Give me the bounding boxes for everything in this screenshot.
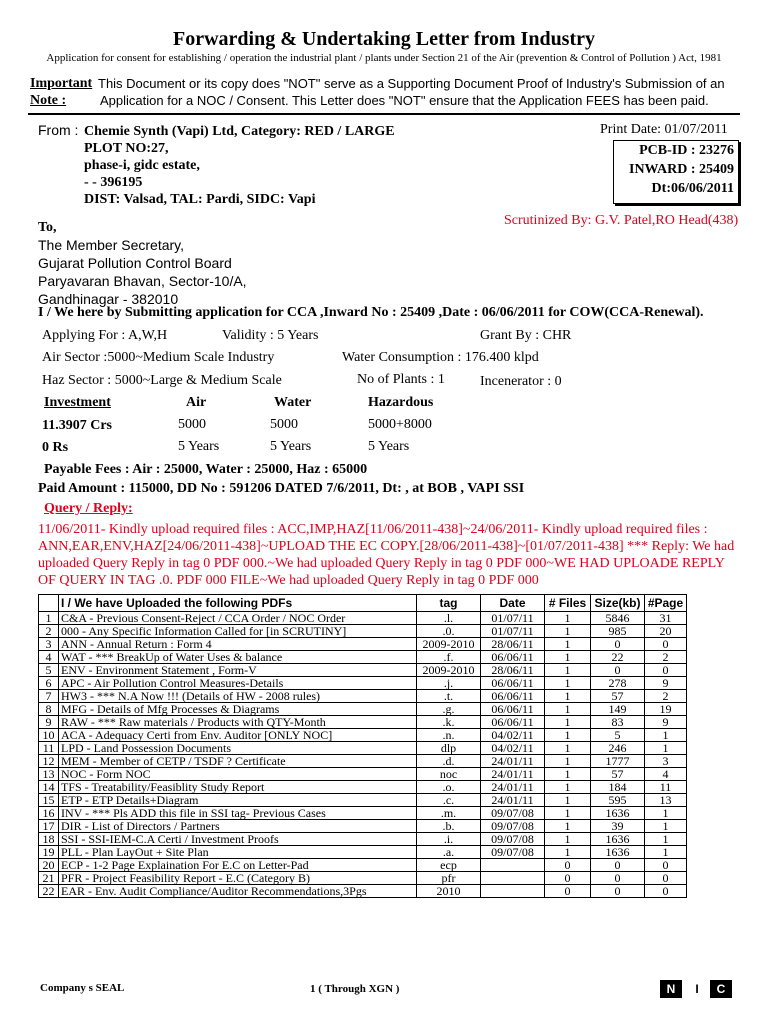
col-header-index: [39, 595, 59, 612]
row-tag: 2010: [417, 885, 481, 898]
table-row: [39, 716, 687, 729]
row-index: 19: [39, 846, 59, 859]
row-tag: .g.: [417, 703, 481, 716]
row-index: 20: [39, 859, 59, 872]
col-header-files: # Files: [545, 595, 591, 612]
row-files: 1: [545, 820, 591, 833]
row-date: 09/07/08: [481, 807, 545, 820]
table-row: [39, 807, 687, 820]
row-tag: .i.: [417, 833, 481, 846]
important-text-line2: Application for a NOC / Consent. This Letter does "NOT" ensure that the Application FEES has been paid.: [100, 93, 709, 108]
row-tag: .k.: [417, 716, 481, 729]
table-row: [39, 781, 687, 794]
table-row: [39, 703, 687, 716]
row-files: 1: [545, 703, 591, 716]
row-document: APC - Air Pollution Control Measures-Details: [59, 677, 417, 690]
row-size: 5846: [591, 612, 645, 625]
row-pages: 2: [645, 651, 687, 664]
row-files: 0: [545, 859, 591, 872]
row-document: C&A - Previous Consent-Reject / CCA Order / NOC Order: [59, 612, 417, 625]
row-pages: 1: [645, 846, 687, 859]
row-files: 1: [545, 833, 591, 846]
row-index: 18: [39, 833, 59, 846]
row-pages: 9: [645, 716, 687, 729]
applying-for: Applying For : A,W,H: [42, 328, 168, 343]
row-index: 13: [39, 768, 59, 781]
row-pages: 1: [645, 742, 687, 755]
row-pages: 1: [645, 833, 687, 846]
row-document: LPD - Land Possession Documents: [59, 742, 417, 755]
hazardous-value: 5000+8000: [368, 417, 432, 432]
row-tag: .j.: [417, 677, 481, 690]
row-files: 1: [545, 651, 591, 664]
row-tag: .m.: [417, 807, 481, 820]
row-files: 1: [545, 794, 591, 807]
row-date: 04/02/11: [481, 742, 545, 755]
row-date: 06/06/11: [481, 651, 545, 664]
hazardous-years: 5 Years: [368, 439, 410, 454]
air-years: 5 Years: [178, 439, 220, 454]
col-header-tag: tag: [417, 595, 481, 612]
row-pages: 0: [645, 664, 687, 677]
inward-number: INWARD : 25409: [629, 162, 734, 177]
row-document: WAT - *** BreakUp of Water Uses & balance: [59, 651, 417, 664]
table-row: [39, 859, 687, 872]
row-date: 09/07/08: [481, 820, 545, 833]
table-row: [39, 794, 687, 807]
row-size: 246: [591, 742, 645, 755]
col-header-date: Date: [481, 595, 545, 612]
row-files: 0: [545, 885, 591, 898]
row-pages: 4: [645, 768, 687, 781]
query-reply-text: 11/06/2011- Kindly upload required files : ACC,IMP,HAZ[11/06/2011-438]~24/06/2011- Kindly upload required files : ANN,EAR,ENV,HAZ[24/06/2011-438]~UPLOAD THE EC COPY.[28/06/2011-438]~[01/07/2011-438] *** Reply: We had uploaded Query Reply in tag 0 PDF 000.~We had uploaded Query Reply in tag 0 PDF 000~WE HAD UPLOADE REPLY OF QUERY IN TAG .0. PDF 000 FILE~We had uploaded Query Reply in tag 0 PDF 000: [38, 522, 735, 588]
table-row: [39, 729, 687, 742]
table-row: [39, 846, 687, 859]
row-pages: 1: [645, 820, 687, 833]
row-files: 1: [545, 742, 591, 755]
row-document: ECP - 1-2 Page Explaination For E.C on Letter-Pad: [59, 859, 417, 872]
row-files: 1: [545, 690, 591, 703]
row-document: EAR - Env. Audit Compliance/Auditor Recommendations,3Pgs: [59, 885, 417, 898]
row-size: 184: [591, 781, 645, 794]
row-size: 0: [591, 638, 645, 651]
print-date: Print Date: 01/07/2011: [600, 122, 728, 137]
table-row: [39, 885, 687, 898]
row-size: 0: [591, 859, 645, 872]
nic-logo-c: C: [710, 980, 732, 998]
row-files: 1: [545, 807, 591, 820]
row-index: 6: [39, 677, 59, 690]
row-pages: 31: [645, 612, 687, 625]
row-date: 06/06/11: [481, 677, 545, 690]
air-value: 5000: [178, 417, 206, 432]
row-size: 1777: [591, 755, 645, 768]
row-tag: .0.: [417, 625, 481, 638]
row-document: PFR - Project Feasibility Report - E.C (Category B): [59, 872, 417, 885]
row-date: 06/06/11: [481, 703, 545, 716]
row-document: DIR - List of Directors / Partners: [59, 820, 417, 833]
row-document: ANN - Annual Return : Form 4: [59, 638, 417, 651]
table-header-row: [39, 595, 687, 612]
air-header: Air: [186, 395, 207, 410]
row-size: 595: [591, 794, 645, 807]
row-index: 9: [39, 716, 59, 729]
table-row: [39, 625, 687, 638]
row-index: 4: [39, 651, 59, 664]
row-date: 06/06/11: [481, 716, 545, 729]
from-address: [84, 123, 395, 208]
row-date: 09/07/08: [481, 846, 545, 859]
row-date: 24/01/11: [481, 768, 545, 781]
row-size: 22: [591, 651, 645, 664]
row-index: 14: [39, 781, 59, 794]
row-index: 1: [39, 612, 59, 625]
table-row: [39, 664, 687, 677]
row-date: 24/01/11: [481, 755, 545, 768]
row-files: 1: [545, 716, 591, 729]
to-line2: Gujarat Pollution Control Board: [38, 255, 232, 271]
col-header-pages: #Page: [645, 595, 687, 612]
haz-sector: Haz Sector : 5000~Large & Medium Scale: [42, 373, 282, 388]
table-row: [39, 755, 687, 768]
pcb-id-box: [613, 140, 739, 204]
from-line4: - - 396195: [84, 175, 143, 190]
incenerator: Incenerator : 0: [480, 374, 562, 389]
row-date: 09/07/08: [481, 833, 545, 846]
uploaded-pdfs-table: [38, 594, 687, 898]
to-line1: The Member Secretary,: [38, 237, 185, 253]
important-note-text: [98, 75, 725, 109]
row-index: 5: [39, 664, 59, 677]
no-of-plants: No of Plants : 1: [357, 372, 445, 387]
row-pages: 9: [645, 677, 687, 690]
row-size: 1636: [591, 846, 645, 859]
row-files: 1: [545, 664, 591, 677]
row-pages: 20: [645, 625, 687, 638]
row-date: 01/07/11: [481, 612, 545, 625]
row-tag: .l.: [417, 612, 481, 625]
important-note-label: [30, 75, 92, 109]
row-files: 1: [545, 781, 591, 794]
table-row: [39, 638, 687, 651]
investment-header: Investment: [44, 395, 111, 410]
row-index: 10: [39, 729, 59, 742]
row-tag: .a.: [417, 846, 481, 859]
row-pages: 0: [645, 638, 687, 651]
row-size: 57: [591, 768, 645, 781]
row-files: 1: [545, 755, 591, 768]
table-row: [39, 612, 687, 625]
row-size: 278: [591, 677, 645, 690]
table-row: [39, 833, 687, 846]
to-address: [38, 236, 247, 308]
to-label: To,: [38, 220, 57, 235]
nic-logo-n: N: [660, 980, 682, 998]
water-consumption: Water Consumption : 176.400 klpd: [342, 350, 539, 365]
row-pages: 3: [645, 755, 687, 768]
important-label-line2: Note :: [30, 93, 67, 108]
row-document: NOC - Form NOC: [59, 768, 417, 781]
row-document: ETP - ETP Details+Diagram: [59, 794, 417, 807]
scrutinized-by: Scrutinized By: G.V. Patel,RO Head(438): [504, 213, 739, 228]
from-line3: phase-i, gidc estate,: [84, 158, 200, 173]
hazardous-header: Hazardous: [368, 395, 434, 410]
row-index: 22: [39, 885, 59, 898]
row-size: 0: [591, 885, 645, 898]
to-line3: Paryavaran Bhavan, Sector-10/A,: [38, 273, 247, 289]
col-header-document: I / We have Uploaded the following PDFs: [59, 595, 417, 612]
row-size: 1636: [591, 807, 645, 820]
row-document: 000 - Any Specific Information Called for [in SCRUTINY]: [59, 625, 417, 638]
table-row: [39, 872, 687, 885]
row-tag: .n.: [417, 729, 481, 742]
row-tag: .c.: [417, 794, 481, 807]
row-tag: ecp: [417, 859, 481, 872]
col-header-size: Size(kb): [591, 595, 645, 612]
row-tag: pfr: [417, 872, 481, 885]
row-document: PLL - Plan LayOut + Site Plan: [59, 846, 417, 859]
row-date: 24/01/11: [481, 781, 545, 794]
row-index: 3: [39, 638, 59, 651]
table-row: [39, 651, 687, 664]
row-size: 83: [591, 716, 645, 729]
row-date: [481, 885, 545, 898]
row-index: 16: [39, 807, 59, 820]
row-tag: 2009-2010: [417, 664, 481, 677]
row-files: 1: [545, 625, 591, 638]
row-pages: 0: [645, 859, 687, 872]
row-document: HW3 - *** N.A Now !!! (Details of HW - 2008 rules): [59, 690, 417, 703]
table-row: [39, 677, 687, 690]
row-index: 7: [39, 690, 59, 703]
row-tag: noc: [417, 768, 481, 781]
row-index: 12: [39, 755, 59, 768]
row-index: 21: [39, 872, 59, 885]
row-files: 1: [545, 638, 591, 651]
row-document: MEM - Member of CETP / TSDF ? Certificate: [59, 755, 417, 768]
air-sector: Air Sector :5000~Medium Scale Industry: [42, 350, 275, 365]
row-size: 1636: [591, 833, 645, 846]
row-index: 8: [39, 703, 59, 716]
query-reply-label: Query / Reply:: [44, 501, 133, 516]
water-years: 5 Years: [270, 439, 312, 454]
row-index: 17: [39, 820, 59, 833]
water-value: 5000: [270, 417, 298, 432]
row-date: 28/06/11: [481, 664, 545, 677]
row-tag: .b.: [417, 820, 481, 833]
header-divider: [28, 113, 740, 115]
row-files: 1: [545, 612, 591, 625]
row-date: [481, 859, 545, 872]
paid-amount: Paid Amount : 115000, DD No : 591206 DATED 7/6/2011, Dt: , at BOB , VAPI SSI: [38, 481, 525, 496]
investment-value: 11.3907 Crs: [42, 418, 112, 433]
row-pages: 0: [645, 885, 687, 898]
page-title: Forwarding & Undertaking Letter from Industry: [172, 28, 596, 50]
row-size: 57: [591, 690, 645, 703]
pcb-id: PCB-ID : 23276: [639, 143, 734, 158]
table-row: [39, 742, 687, 755]
from-line2: PLOT NO:27,: [84, 141, 169, 156]
row-files: 1: [545, 768, 591, 781]
row-pages: 11: [645, 781, 687, 794]
row-document: INV - *** Pls ADD this file in SSI tag- Previous Cases: [59, 807, 417, 820]
row-pages: 2: [645, 690, 687, 703]
row-document: ACA - Adequacy Certi from Env. Auditor [ONLY NOC]: [59, 729, 417, 742]
from-label: From :: [38, 122, 79, 138]
important-label-line1: Important: [30, 76, 93, 91]
row-document: ENV - Environment Statement , Form-V: [59, 664, 417, 677]
row-pages: 19: [645, 703, 687, 716]
row-pages: 13: [645, 794, 687, 807]
row-size: 0: [591, 872, 645, 885]
company-seal: Company s SEAL: [40, 982, 125, 994]
nic-logo-i: I: [686, 980, 708, 998]
row-size: 985: [591, 625, 645, 638]
to-line4: Gandhinagar - 382010: [38, 291, 179, 307]
row-document: RAW - *** Raw materials / Products with QTY-Month: [59, 716, 417, 729]
page-subtitle: Application for consent for establishing / operation the industrial plant / plants under Section 21 of the Air (prevention & Control of Pollution ) Act, 1981: [46, 52, 722, 64]
investment-rs: 0 Rs: [42, 440, 69, 455]
row-files: 1: [545, 846, 591, 859]
row-tag: .f.: [417, 651, 481, 664]
row-index: 15: [39, 794, 59, 807]
page-footer: 1 ( Through XGN ): [310, 983, 400, 995]
row-tag: 2009-2010: [417, 638, 481, 651]
row-pages: 1: [645, 807, 687, 820]
row-files: 0: [545, 872, 591, 885]
row-tag: dlp: [417, 742, 481, 755]
row-date: 24/01/11: [481, 794, 545, 807]
row-tag: .o.: [417, 781, 481, 794]
grant-by: Grant By : CHR: [480, 328, 572, 343]
row-size: 5: [591, 729, 645, 742]
row-pages: 1: [645, 729, 687, 742]
row-document: TFS - Treatability/Feasiblity Study Report: [59, 781, 417, 794]
important-text-line1: This Document or its copy does "NOT" serve as a Supporting Document Proof of Industry's Submission of an: [98, 76, 725, 91]
row-date: 04/02/11: [481, 729, 545, 742]
row-date: 06/06/11: [481, 690, 545, 703]
row-document: SSI - SSI-IEM-C.A Certi / Investment Proofs: [59, 833, 417, 846]
row-document: MFG - Details of Mfg Processes & Diagrams: [59, 703, 417, 716]
row-files: 1: [545, 677, 591, 690]
row-tag: .t.: [417, 690, 481, 703]
row-size: 0: [591, 664, 645, 677]
row-files: 1: [545, 729, 591, 742]
submission-statement: I / We here by Submitting application for CCA ,Inward No : 25409 ,Date : 06/06/2011 for COW(CCA-Renewal).: [38, 305, 704, 320]
table-row: [39, 820, 687, 833]
water-header: Water: [274, 395, 312, 410]
row-pages: 0: [645, 872, 687, 885]
row-index: 2: [39, 625, 59, 638]
payable-fees: Payable Fees : Air : 25000, Water : 25000, Haz : 65000: [44, 462, 368, 477]
row-tag: .d.: [417, 755, 481, 768]
row-date: 28/06/11: [481, 638, 545, 651]
row-date: 01/07/11: [481, 625, 545, 638]
row-size: 149: [591, 703, 645, 716]
from-line1: Chemie Synth (Vapi) Ltd, Category: RED / LARGE: [84, 124, 395, 139]
inward-date: Dt:06/06/2011: [651, 181, 734, 196]
table-row: [39, 690, 687, 703]
validity: Validity : 5 Years: [222, 328, 319, 343]
table-row: [39, 768, 687, 781]
from-line5: DIST: Valsad, TAL: Pardi, SIDC: Vapi: [84, 192, 316, 207]
row-index: 11: [39, 742, 59, 755]
row-date: [481, 872, 545, 885]
row-size: 39: [591, 820, 645, 833]
